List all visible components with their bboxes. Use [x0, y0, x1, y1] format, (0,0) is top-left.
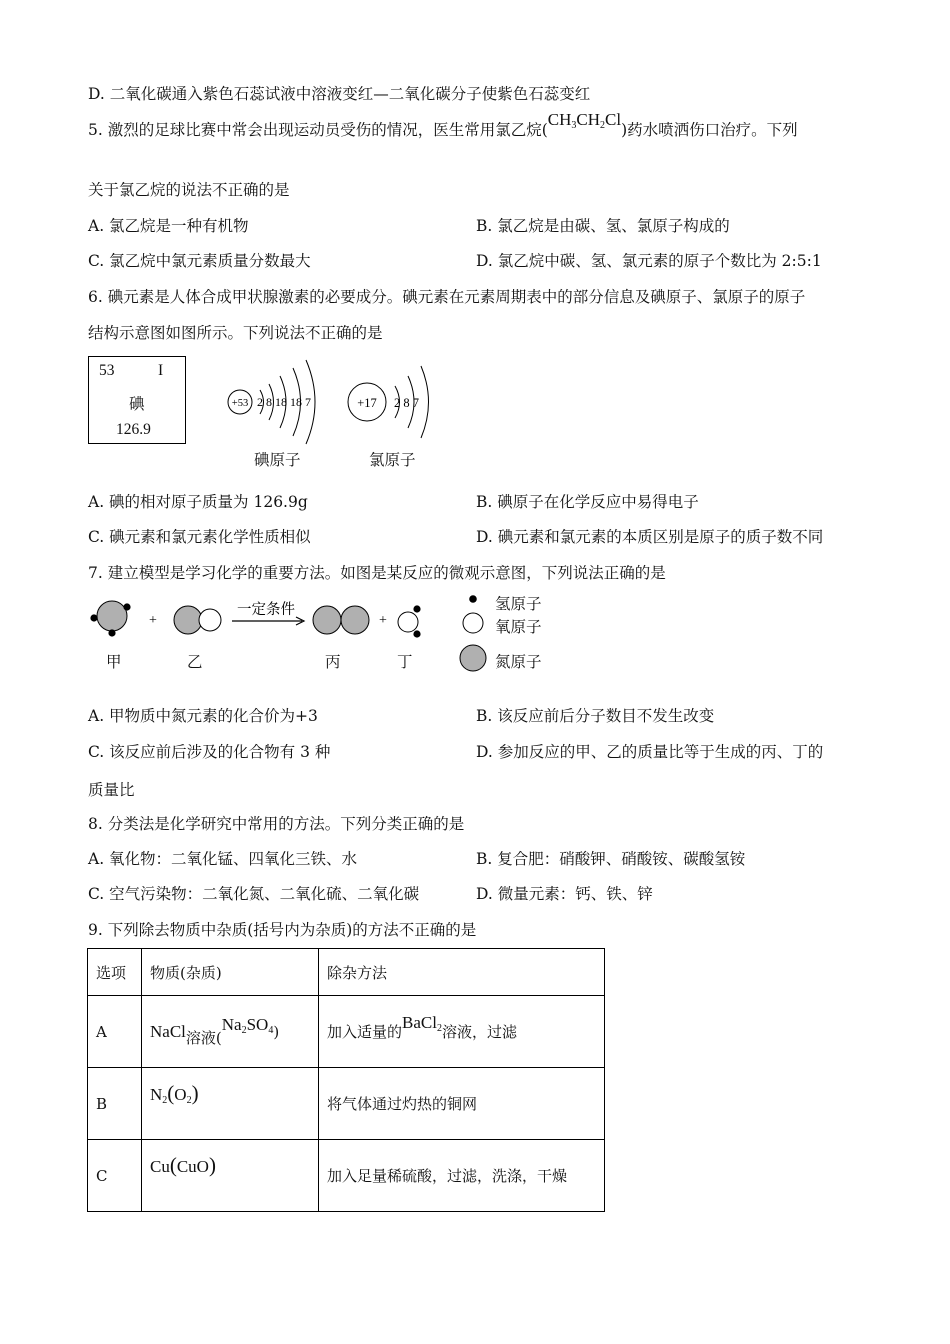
label-bing: 丙	[325, 653, 341, 671]
q5-stem-c: 关于氯乙烷的说法不正确的是	[88, 181, 290, 199]
q6-stem-b: 结构示意图如图所示。下列说法不正确的是	[88, 324, 383, 342]
reaction-condition: 一定条件	[237, 602, 295, 618]
header-option: 选项	[88, 949, 142, 996]
row-b-method: 将气体通过灼热的铜网	[319, 1068, 605, 1140]
q8-stem: 8. 分类法是化学研究中常用的方法。下列分类正确的是	[88, 815, 465, 833]
element-name: 碘	[129, 395, 145, 413]
q6-option-c: C. 碘元素和氯元素化学性质相似	[88, 528, 311, 546]
header-method: 除杂方法	[319, 949, 605, 996]
row-b-substance: $N_2(O_2)$	[142, 1068, 319, 1140]
q5-stem-b: )药水喷洒伤口治疗。下列	[621, 121, 798, 139]
table-header-row	[88, 949, 605, 996]
element-symbol: I	[158, 362, 164, 379]
q6-option-a: A. 碘的相对原子质量为 126.9g	[88, 493, 308, 511]
q9-stem: 9. 下列除去物质中杂质(括号内为杂质)的方法不正确的是	[88, 921, 477, 939]
q5-option-c: C. 氯乙烷中氯元素质量分数最大	[88, 252, 311, 270]
legend-nitrogen: 氮原子	[495, 653, 542, 671]
molecule-bing	[313, 606, 369, 634]
q7-option-c: C. 该反应前后涉及的化合物有 3 种	[88, 743, 331, 761]
q5-option-a: A. 氯乙烷是一种有机物	[88, 217, 249, 235]
q5-formula: $CH_3CH_2Cl$	[547, 110, 622, 131]
q6-option-b: B. 碘原子在化学反应中易得电子	[476, 493, 699, 511]
table-row	[88, 996, 605, 1068]
legend-nitrogen-icon	[460, 645, 486, 671]
row-b-option: B	[88, 1068, 142, 1140]
legend-hydrogen-icon	[469, 595, 477, 603]
q7-option-d-cont: 质量比	[88, 781, 135, 799]
row-c-substance: Cu(CuO)	[142, 1140, 319, 1212]
atom-structure-diagrams	[220, 350, 450, 446]
chlorine-nucleus-charge: +17	[357, 396, 377, 410]
legend-oxygen: 氧原子	[495, 618, 542, 636]
label-ding: 丁	[397, 653, 413, 671]
row-a-option: A	[88, 996, 142, 1068]
row-c-method: 加入足量稀硫酸，过滤，洗涤，干燥	[319, 1140, 605, 1212]
q5-option-d: D. 氯乙烷中碳、氢、氯元素的原子个数比为 2:5:1	[476, 252, 822, 270]
header-substance: 物质(杂质)	[142, 949, 319, 996]
iodine-shells: 2 8 18 18 7	[257, 395, 311, 409]
iodine-nucleus-charge: +53	[231, 398, 249, 409]
molecule-ding	[398, 605, 421, 637]
q8-option-a: A. 氧化物：二氧化锰、四氧化三铁、水	[88, 850, 358, 868]
impurity-removal-table	[87, 948, 605, 1212]
molecule-yi	[174, 606, 221, 634]
plus-sign-2: +	[379, 613, 387, 628]
q4-option-d: D. 二氧化碳通入紫色石蕊试液中溶液变红—二氧化碳分子使紫色石蕊变红	[88, 85, 591, 103]
q7-option-d: D. 参加反应的甲、乙的质量比等于生成的丙、丁的	[476, 743, 824, 761]
q7-stem: 7. 建立模型是学习化学的重要方法。如图是某反应的微观示意图，下列说法正确的是	[88, 564, 666, 582]
reaction-micro-diagram	[84, 588, 564, 672]
iodine-label: 碘原子	[254, 451, 301, 469]
chlorine-shells: 2 8 7	[394, 396, 419, 410]
q5-option-b: B. 氯乙烷是由碳、氢、氯原子构成的	[476, 217, 730, 235]
q8-option-d: D. 微量元素：钙、铁、锌	[476, 885, 653, 903]
legend-hydrogen: 氢原子	[495, 595, 542, 613]
q7-option-a: A. 甲物质中氮元素的化合价为+3	[88, 707, 318, 725]
atomic-number: 53	[99, 362, 115, 379]
q7-option-b: B. 该反应前后分子数目不发生改变	[476, 707, 715, 725]
table-row	[88, 1140, 605, 1212]
row-a-method: 加入适量的BaCl$_2$溶液，过滤	[319, 996, 605, 1068]
q6-stem-a: 6. 碘元素是人体合成甲状腺激素的必要成分。碘元素在元素周期表中的部分信息及碘原子、氯原子的原子	[88, 288, 806, 306]
q6-option-d: D. 碘元素和氯元素的本质区别是原子的质子数不同	[476, 528, 824, 546]
q8-option-c: C. 空气污染物：二氧化氮、二氧化硫、二氧化碳	[88, 885, 420, 903]
row-a-substance: NaCl溶液$(Na_2SO_4)$	[142, 996, 319, 1068]
q5-stem-line1	[88, 110, 798, 141]
table-row	[88, 1068, 605, 1140]
atomic-mass: 126.9	[116, 421, 151, 438]
chlorine-label: 氯原子	[369, 451, 416, 469]
label-yi: 乙	[187, 653, 203, 671]
periodic-table-cell	[88, 356, 186, 444]
molecule-jia	[90, 601, 130, 637]
q5-stem-a: 5. 激烈的足球比赛中常会出现运动员受伤的情况，医生常用氯乙烷(	[88, 121, 548, 139]
plus-sign-1: +	[149, 613, 157, 628]
legend-oxygen-icon	[463, 613, 483, 633]
row-c-option: C	[88, 1140, 142, 1212]
q8-option-b: B. 复合肥：硝酸钾、硝酸铵、碳酸氢铵	[476, 850, 746, 868]
label-jia: 甲	[106, 653, 122, 671]
